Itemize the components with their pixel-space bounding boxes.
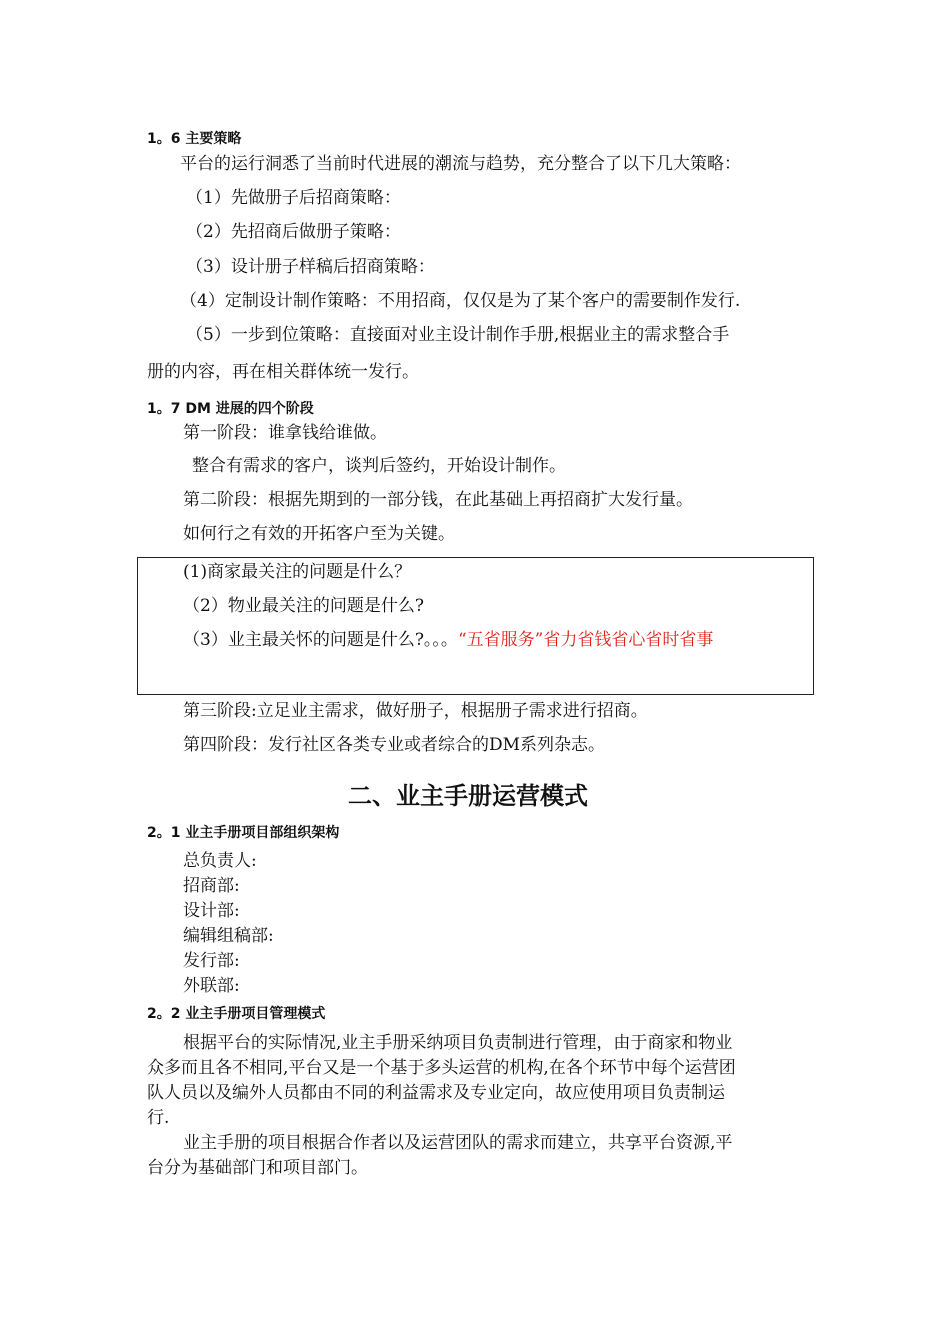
section-heading-2-1: 2。1 业主手册项目部组织架构 bbox=[147, 825, 340, 841]
strategy-item-5-cont: 册的内容，再在相关群体统一发行。 bbox=[147, 362, 419, 382]
section-heading-1-6: 1。6 主要策略 bbox=[147, 131, 242, 147]
para1-line4: 行. bbox=[147, 1108, 170, 1128]
stage-1-line: 第一阶段：谁拿钱给谁做。 bbox=[183, 423, 387, 443]
stage-2-detail: 如何行之有效的开拓客户至为关键。 bbox=[183, 524, 455, 544]
para1-line3: 队人员以及编外人员都由不同的利益需求及专业定向，故应使用项目负责制运 bbox=[147, 1083, 725, 1103]
chapter-title: 二、业主手册运营模式 bbox=[348, 782, 588, 810]
question-3-text: （3）业主最关怀的问题是什么?。。。 bbox=[183, 630, 458, 650]
strategy-item-2: （2）先招商后做册子策略： bbox=[186, 222, 401, 242]
question-3 bbox=[183, 630, 713, 650]
paragraph-intro: 平台的运行洞悉了当前时代进展的潮流与趋势，充分整合了以下几大策略： bbox=[180, 154, 741, 174]
question-1: (1)商家最关注的问题是什么？ bbox=[183, 562, 412, 582]
para1-line1: 根据平台的实际情况,业主手册采纳项目负责制进行管理，由于商家和物业 bbox=[183, 1033, 733, 1053]
org-item-1: 总负责人: bbox=[183, 851, 257, 871]
strategy-item-4: （4）定制设计制作策略：不用招商，仅仅是为了某个客户的需要制作发行. bbox=[180, 291, 741, 311]
stage-1-detail: 整合有需求的客户，谈判后签约，开始设计制作。 bbox=[192, 456, 566, 476]
para2-line1: 业主手册的项目根据合作者以及运营团队的需求而建立，共享平台资源,平 bbox=[183, 1133, 733, 1153]
org-item-4: 编辑组稿部: bbox=[183, 926, 274, 946]
org-item-6: 外联部: bbox=[183, 976, 240, 996]
five-saves-slogan: “五省服务”省力省钱省心省时省事 bbox=[457, 630, 714, 650]
para1-line2: 众多而且各不相同,平台又是一个基于多头运营的机构,在各个环节中每个运营团 bbox=[147, 1058, 736, 1078]
strategy-item-5: （5）一步到位策略：直接面对业主设计制作手册,根据业主的需求整合手 bbox=[186, 325, 730, 345]
section-heading-1-7: 1。7 DM 进展的四个阶段 bbox=[147, 401, 314, 417]
org-item-2: 招商部: bbox=[183, 876, 240, 896]
org-item-3: 设计部: bbox=[183, 901, 240, 921]
section-heading-2-2: 2。2 业主手册项目管理模式 bbox=[147, 1006, 326, 1022]
org-item-5: 发行部: bbox=[183, 951, 240, 971]
strategy-item-3: （3）设计册子样稿后招商策略： bbox=[186, 257, 435, 277]
stage-2-line: 第二阶段：根据先期到的一部分钱，在此基础上再招商扩大发行量。 bbox=[183, 490, 693, 510]
strategy-item-1: （1）先做册子后招商策略： bbox=[186, 188, 401, 208]
para2-line2: 台分为基础部门和项目部门。 bbox=[147, 1158, 368, 1178]
stage-3-line: 第三阶段:立足业主需求，做好册子，根据册子需求进行招商。 bbox=[183, 701, 648, 721]
question-2: （2）物业最关注的问题是什么? bbox=[183, 596, 424, 616]
stage-4-line: 第四阶段：发行社区各类专业或者综合的DM系列杂志。 bbox=[183, 735, 606, 755]
